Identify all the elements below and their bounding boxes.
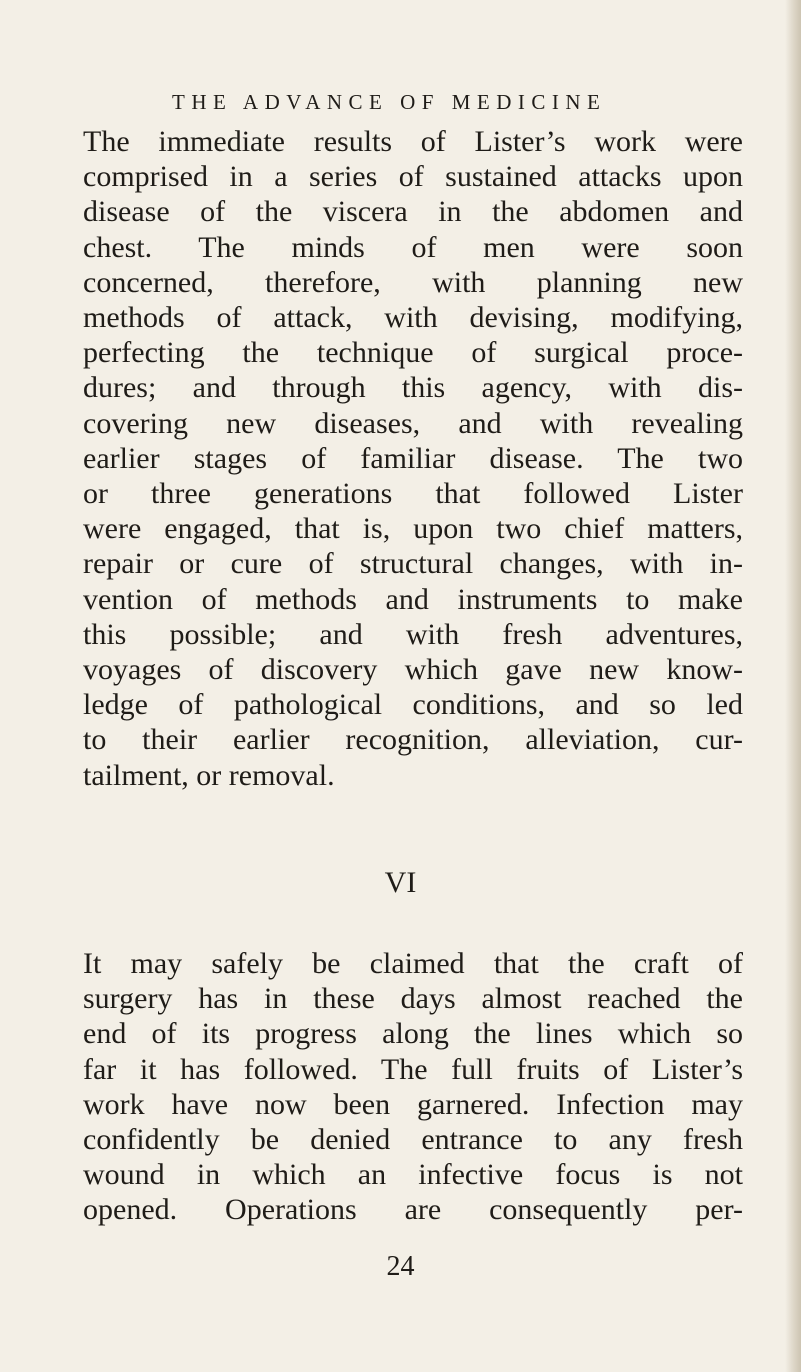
text-line: dures; and through this agency, with dis- xyxy=(83,371,743,405)
text-line: It may safely be claimed that the craft of xyxy=(83,947,743,980)
text-line: methods of attack, with devising, modifying, xyxy=(83,301,743,335)
page-edge-shadow xyxy=(785,0,801,1372)
text-line: ledge of pathological conditions, and so led xyxy=(83,688,743,722)
text-line: disease of the viscera in the abdomen and xyxy=(83,195,743,229)
text-line: covering new diseases, and with revealing xyxy=(83,406,743,440)
text-line: or three generations that followed Lister xyxy=(83,477,743,511)
text-line: surgery has in these days almost reached the xyxy=(83,982,743,1016)
text-line: far it has followed. The full fruits of Lister’s xyxy=(83,1052,743,1086)
text-line: comprised in a series of sustained attacks upon xyxy=(83,160,743,194)
text-line: perfecting the technique of surgical proce- xyxy=(83,336,743,370)
text-line: The immediate results of Lister’s work were xyxy=(83,125,743,158)
text-line: work have now been garnered. Infection may xyxy=(83,1087,743,1121)
text-line: tailment, or removal. xyxy=(83,758,335,792)
text-line: to their earlier recognition, alleviation, cur- xyxy=(83,723,743,757)
text-line: earlier stages of familiar disease. The two xyxy=(83,441,743,475)
text-line: this possible; and with fresh adventures, xyxy=(83,617,743,651)
text-line: vention of methods and instruments to make xyxy=(83,582,743,616)
text-line: voyages of discovery which gave new know- xyxy=(83,653,743,687)
running-head: THE ADVANCE OF MEDICINE xyxy=(172,90,607,114)
paragraph-1 xyxy=(83,124,743,793)
section-number: VI xyxy=(384,866,417,899)
text-line: wound in which an infective focus is not xyxy=(83,1158,743,1192)
text-line: confidently be denied entrance to any fresh xyxy=(83,1123,743,1157)
text-line: concerned, therefore, with planning new xyxy=(83,265,743,299)
paragraph-2 xyxy=(83,946,743,1228)
text-line: were engaged, that is, upon two chief matters, xyxy=(83,512,743,546)
text-line: opened. Operations are consequently per- xyxy=(83,1193,743,1227)
text-line: repair or cure of structural changes, with in- xyxy=(83,547,743,581)
text-line: end of its progress along the lines which so xyxy=(83,1017,743,1051)
page-number: 24 xyxy=(386,1251,415,1282)
text-line: chest. The minds of men were soon xyxy=(83,230,743,264)
